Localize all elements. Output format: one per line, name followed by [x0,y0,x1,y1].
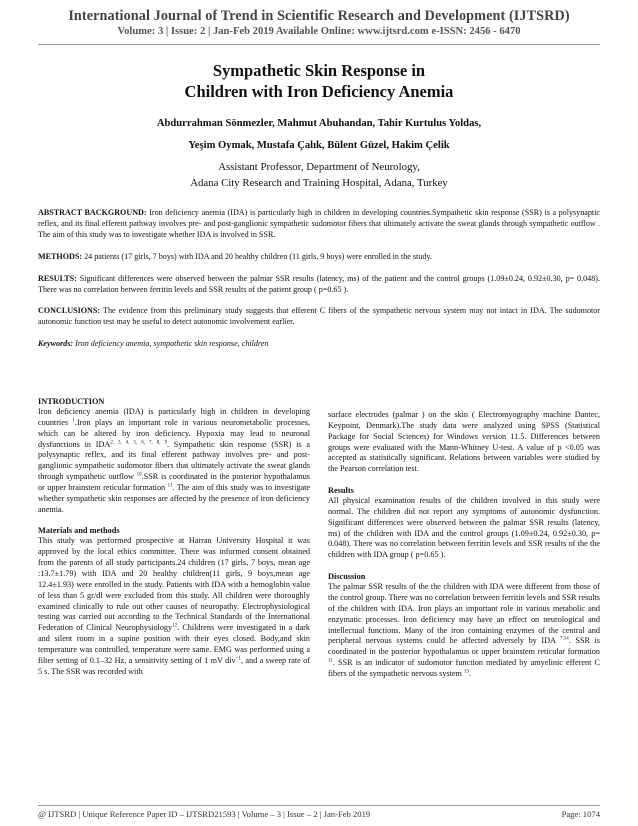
citation-ref: 13 [463,669,469,675]
citation-ref: 11 [328,658,333,664]
abstract-conclusions-label: CONCLUSIONS: [38,306,101,316]
abstract-results-label: RESULTS: [38,273,77,283]
abstract-background-label: ABSTRACT BACKGROUND: [38,208,147,217]
citation-ref: 2, 3, 4, 5, 6, 7, 8, 9 [110,439,167,445]
abstract-conclusions-text: The evidence from this preliminary study suggests that efferent C fibers of the sympathetic nervous system may not intact in IDA. The sudomotor autonomic function test may be useful to detect autonomic involvement earlier. [38,306,600,327]
abstract-background [38,208,600,241]
abstract-keywords [38,339,600,350]
abstract-results [38,274,600,296]
methods-paragraph [38,536,310,677]
results-heading: Results [328,486,354,496]
intro-text: Iron deficiency anemia (IDA) is particularly high in children in developing countries [38,407,310,427]
paper-title [0,60,638,102]
unit-exponent: −1 [235,655,241,661]
abstract-methods-label: METHODS: [38,251,83,261]
journal-title: International Journal of Trend in Scientific Research and Development (IJTSRD) [68,8,570,24]
citation-ref: 12 [172,623,178,629]
paper-title-line1: Sympathetic Skin Response in [212,61,426,80]
abstract [38,208,600,361]
authors-line1: Abdurrahman Sönmezler, Mahmut Abuhandan, Tahir Kurtulus Yoldas, [156,118,482,129]
citation-ref: 1 [72,418,75,424]
results-paragraph: All physical examination results of the children involved in this study were normal. The children did not report any symptoms of autonomic dysfunction. Significant differences were observed between the palmar SSR results (latency, ms) of the children with IDA and the control groups (1.09±0.24, 0.92±0.30, p= 0.048). There was no correlation between ferritin levels and SSR results of the the children with IDA group ( p=0.65 ). [328,496,600,560]
intro-text: .Iron plays an important role in various neurometabolic processes, which can be altered by iron deficiency. Hypoxia may lead to neuronal dysfunctions in IDA [38,417,310,449]
discussion-text: The palmar SSR results of the the children with IDA were different from those of the control group. There was no correlation between ferritin levels and SSR results of the children with IDA. Iron plays an important role in various metabolic and enzymatic processes. Iron deficiency may have an effect on neurological and intellectual functions. Many of the iron containing enzymes of the central and peripheral nervous systems could be affected adversely by IDA [328,582,600,646]
abstract-conclusions [38,306,600,328]
right-column [328,410,600,690]
intro-text: .SSR is coordinated in the posterior hypothalamus or upper brainstem reticular formation [38,472,310,492]
left-column [38,396,310,687]
discussion-text: . SSR is an indicator of sudomotor function mediated by amyelinic efferent C fibers of the sympathetic nervous system [328,658,600,678]
intro-text: . The aim of this study was to investigate whether sympathetic skin responses are affected by the presence of iron deficiency anemia. [38,482,310,514]
citation-ref: 7,14 [560,636,569,642]
footer-reference: @ IJTSRD | Unique Reference Paper ID – IJTSRD21593 | Volume – 3 | Issue – 2 | Jan-Feb 2019 [38,809,371,819]
discussion-paragraph [328,582,600,680]
affiliation-line1: Assistant Professor, Department of Neurology, [218,161,420,173]
introduction-paragraph [38,407,310,515]
intro-text: . Sympathetic skin response (SSR) is a polysynaptic reflex, and its final efferent pathway involves pre- and post-ganglionic sympathetic sudomotor fibers that ultimately activate the sweat glands through sympathetic outflow [38,439,311,482]
journal-meta: Volume: 3 | Issue: 2 | Jan-Feb 2019 Available Online: www.ijtsrd.com e-ISSN: 2456 - 6470 [117,26,521,37]
abstract-background-text: Iron deficiency anemia (IDA) is particularly high in children in developing countries.Sympathetic skin response (SSR) is a polysynaptic reflex, and its final efferent pathway involves pre- and post-ganglionic sympathetic sudomotor fibers that ultimately activate the sweat glands through sympathetic outflow . The aim of this study was to investigate whether IDA is involved in SSR. [38,208,600,239]
methods-text: surface electrodes (palmar ) on the skin ( Electromyography machine Dantec, Keypoint, Denmark).The study data were analyzed using SPSS (Statistical Package for Social Sciences) for Windows version 11.5. Differences between groups were evaluated with the Mann-Whitney U-test. A value of p [328,410,600,452]
paper-title-line2: Children with Iron Deficiency Anemia [184,82,454,101]
abstract-methods-text: 24 patients (17 girls, 7 boys) with IDA and 20 healthy children (11 girls, 9 boys) were enrolled in the study. [82,251,432,261]
keywords-text: Iron deficiency anemia, sympathetic skin response, children [73,339,269,349]
affiliation-line2: Adana City Research and Training Hospital, Adana, Turkey [190,177,448,189]
author-list [0,113,638,157]
methods-text: This study was performed prospective at Harran University Hospital it was approved by the local ethics committee. There was informed consent obtained from the parents of all study participants.24 children (17 girls, 7 boys, mean age :13.7±1.79) with IDA and 20 healthy children(11 girls, 9 boys,mean age 12.4±1.93) were enrolled in the study. Patients with IDA with a hemoglobin value of less than 5 gr/dl were excluded from this study. All children were thoroughly examined clinically to rule out other causes of neuropathy. Electrophysiological testing was carried out according to the Technical Standards of the International Federation of Clinical Neurophysiology [38,536,310,633]
discussion-heading: Discussion [328,572,366,582]
methods-heading: Materials and methods [38,526,120,536]
methods-text: , and a sweep rate of 5 s. The SSR was recorded with [38,655,310,676]
header-divider [38,44,600,45]
footer-divider [38,805,600,806]
citation-ref: 11 [167,483,173,489]
abstract-results-text: Significant differences were observed between the palmar SSR results (latency, ms) of the patient and the control groups (1.09±0.24, 0.92±0.30, p= 0.048). There was no correlation between ferritin levels and SSR results of the patient group ( p=0.65 ). [38,273,600,294]
page-number: Page: 1074 [561,809,600,819]
methods-text: 0.05 was accepted as statistically significant. Relations between variables were studied by the Pearson correlation test. [328,442,600,474]
methods-text: . Childrens were investigated in a dark and silent room in a supine position with their eyes closed. Body,and skin temperature was controlled, temperature were same. EMG was performed using a filter setting of 0.1–32 Hz, a sensitivity setting of 1 mV div [38,623,311,665]
less-than-symbol: < [564,442,570,452]
keywords-label: Keywords: [38,339,74,349]
affiliation [0,159,638,191]
discussion-text: . SSR is coordinated in the posterior hypothalamus or upper brainstem reticular formation [328,636,600,657]
citation-ref: 10 [136,472,142,478]
introduction-heading: INTRODUCTION [38,397,105,406]
authors-line2: Yeşim Oymak, Mustafa Çalık, Bülent Güzel, Hakim Çelik [188,140,450,151]
methods-continued-paragraph [328,410,600,475]
discussion-text: . [468,668,472,678]
abstract-methods [38,252,600,263]
